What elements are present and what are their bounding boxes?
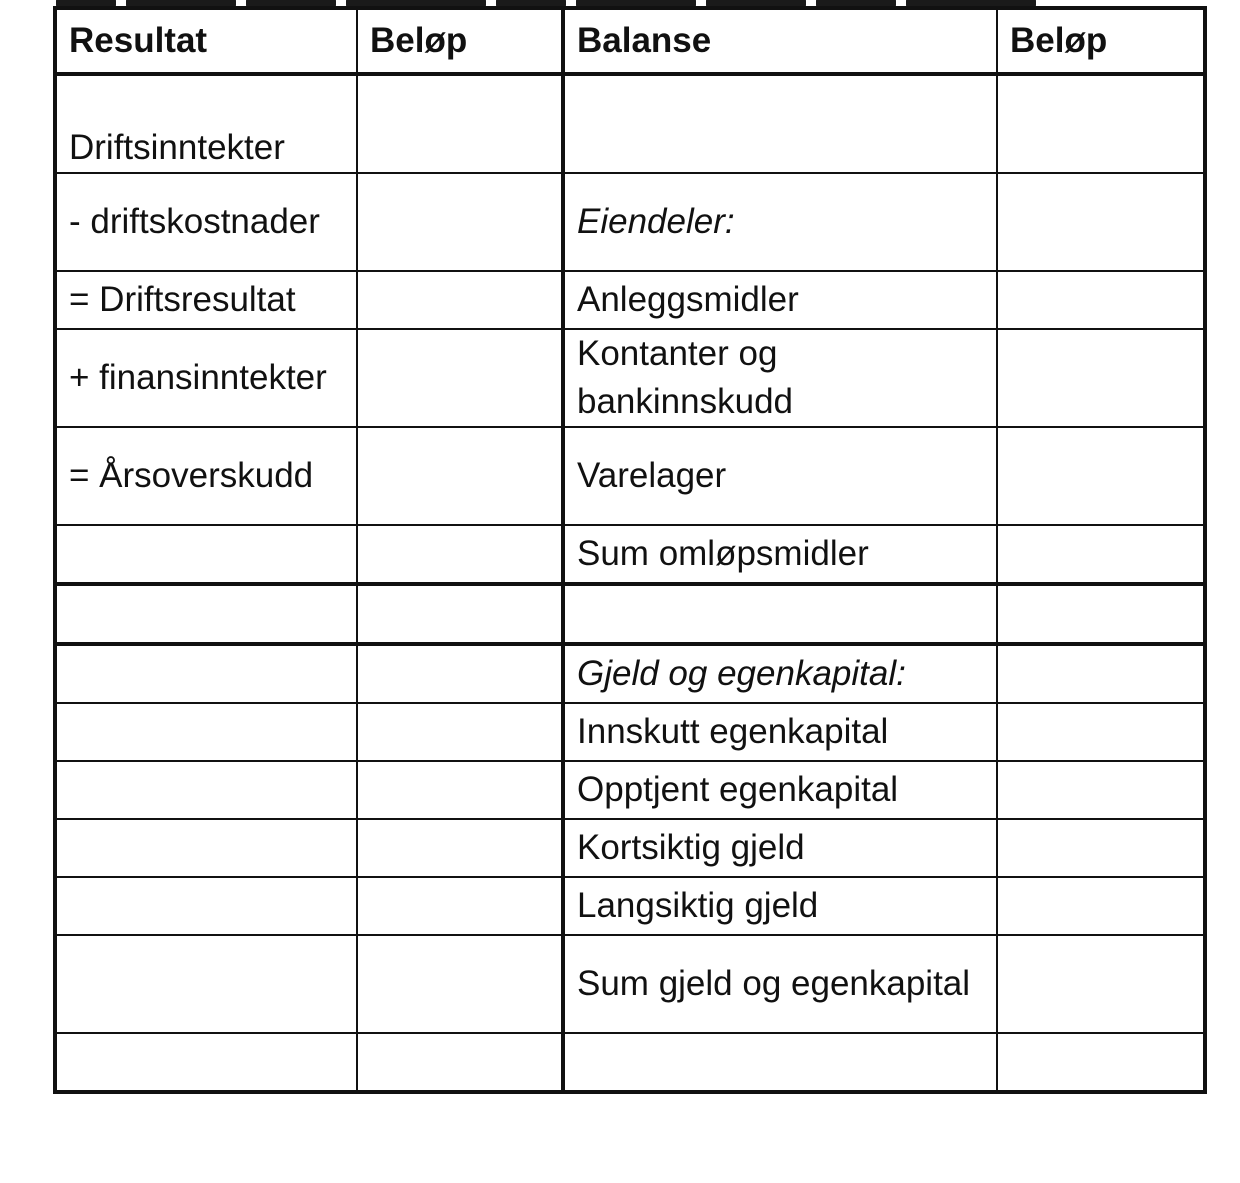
balanse-cell: Sum gjeld og egenkapital (563, 935, 997, 1033)
header-row (55, 8, 1205, 74)
amount-cell[interactable] (357, 525, 563, 584)
amount-cell[interactable] (997, 761, 1205, 819)
balanse-cell (563, 1033, 997, 1092)
resultat-cell (55, 935, 357, 1033)
header-belop-result: Beløp (357, 8, 563, 74)
amount-cell[interactable] (357, 935, 563, 1033)
amount-cell[interactable] (997, 644, 1205, 703)
amount-cell[interactable] (997, 74, 1205, 173)
amount-cell[interactable] (357, 644, 563, 703)
resultat-cell (55, 877, 357, 935)
amount-cell[interactable] (997, 877, 1205, 935)
table-row (55, 644, 1205, 703)
table-row (55, 877, 1205, 935)
balanse-cell: Kontanter og bankinnskudd (563, 329, 997, 427)
table-row (55, 703, 1205, 761)
amount-cell[interactable] (357, 761, 563, 819)
table-row (55, 1033, 1205, 1092)
table-row (55, 761, 1205, 819)
resultat-cell: = Årsoverskudd (55, 427, 357, 525)
balanse-cell: Kortsiktig gjeld (563, 819, 997, 877)
amount-cell[interactable] (357, 819, 563, 877)
header-resultat: Resultat (55, 8, 357, 74)
resultat-cell (55, 819, 357, 877)
amount-cell[interactable] (997, 173, 1205, 271)
table-row (55, 173, 1205, 271)
table-row (55, 819, 1205, 877)
amount-cell[interactable] (357, 427, 563, 525)
balanse-cell (563, 584, 997, 644)
result-balance-table (53, 6, 1207, 1094)
table-row (55, 271, 1205, 329)
resultat-cell (55, 525, 357, 584)
table-row (55, 427, 1205, 525)
amount-cell[interactable] (357, 74, 563, 173)
amount-cell[interactable] (357, 173, 563, 271)
resultat-cell (55, 644, 357, 703)
balanse-cell: Sum omløpsmidler (563, 525, 997, 584)
amount-cell[interactable] (997, 427, 1205, 525)
resultat-cell (55, 761, 357, 819)
balanse-cell: Anleggsmidler (563, 271, 997, 329)
resultat-cell (55, 584, 357, 644)
header-balanse: Balanse (563, 8, 997, 74)
amount-cell[interactable] (997, 703, 1205, 761)
amount-cell[interactable] (997, 525, 1205, 584)
table-row (55, 74, 1205, 173)
header-belop-balance: Beløp (997, 8, 1205, 74)
balanse-cell (563, 74, 997, 173)
amount-cell[interactable] (997, 1033, 1205, 1092)
resultat-cell: Driftsinntekter (55, 74, 357, 173)
resultat-cell: = Driftsresultat (55, 271, 357, 329)
amount-cell[interactable] (357, 329, 563, 427)
amount-cell[interactable] (357, 584, 563, 644)
balanse-section-heading: Gjeld og egenkapital: (563, 644, 997, 703)
amount-cell[interactable] (357, 703, 563, 761)
resultat-cell (55, 1033, 357, 1092)
resultat-cell (55, 703, 357, 761)
balanse-cell: Varelager (563, 427, 997, 525)
resultat-cell: - driftskostnader (55, 173, 357, 271)
table-row (55, 584, 1205, 644)
amount-cell[interactable] (357, 271, 563, 329)
amount-cell[interactable] (357, 1033, 563, 1092)
amount-cell[interactable] (997, 819, 1205, 877)
table-row (55, 525, 1205, 584)
balanse-cell: Langsiktig gjeld (563, 877, 997, 935)
table-row (55, 329, 1205, 427)
amount-cell[interactable] (357, 877, 563, 935)
balanse-cell: Opptjent egenkapital (563, 761, 997, 819)
resultat-cell: + finansinntekter (55, 329, 357, 427)
balanse-cell: Innskutt egenkapital (563, 703, 997, 761)
amount-cell[interactable] (997, 935, 1205, 1033)
balanse-section-heading: Eiendeler: (563, 173, 997, 271)
amount-cell[interactable] (997, 584, 1205, 644)
amount-cell[interactable] (997, 271, 1205, 329)
amount-cell[interactable] (997, 329, 1205, 427)
table-row (55, 935, 1205, 1033)
